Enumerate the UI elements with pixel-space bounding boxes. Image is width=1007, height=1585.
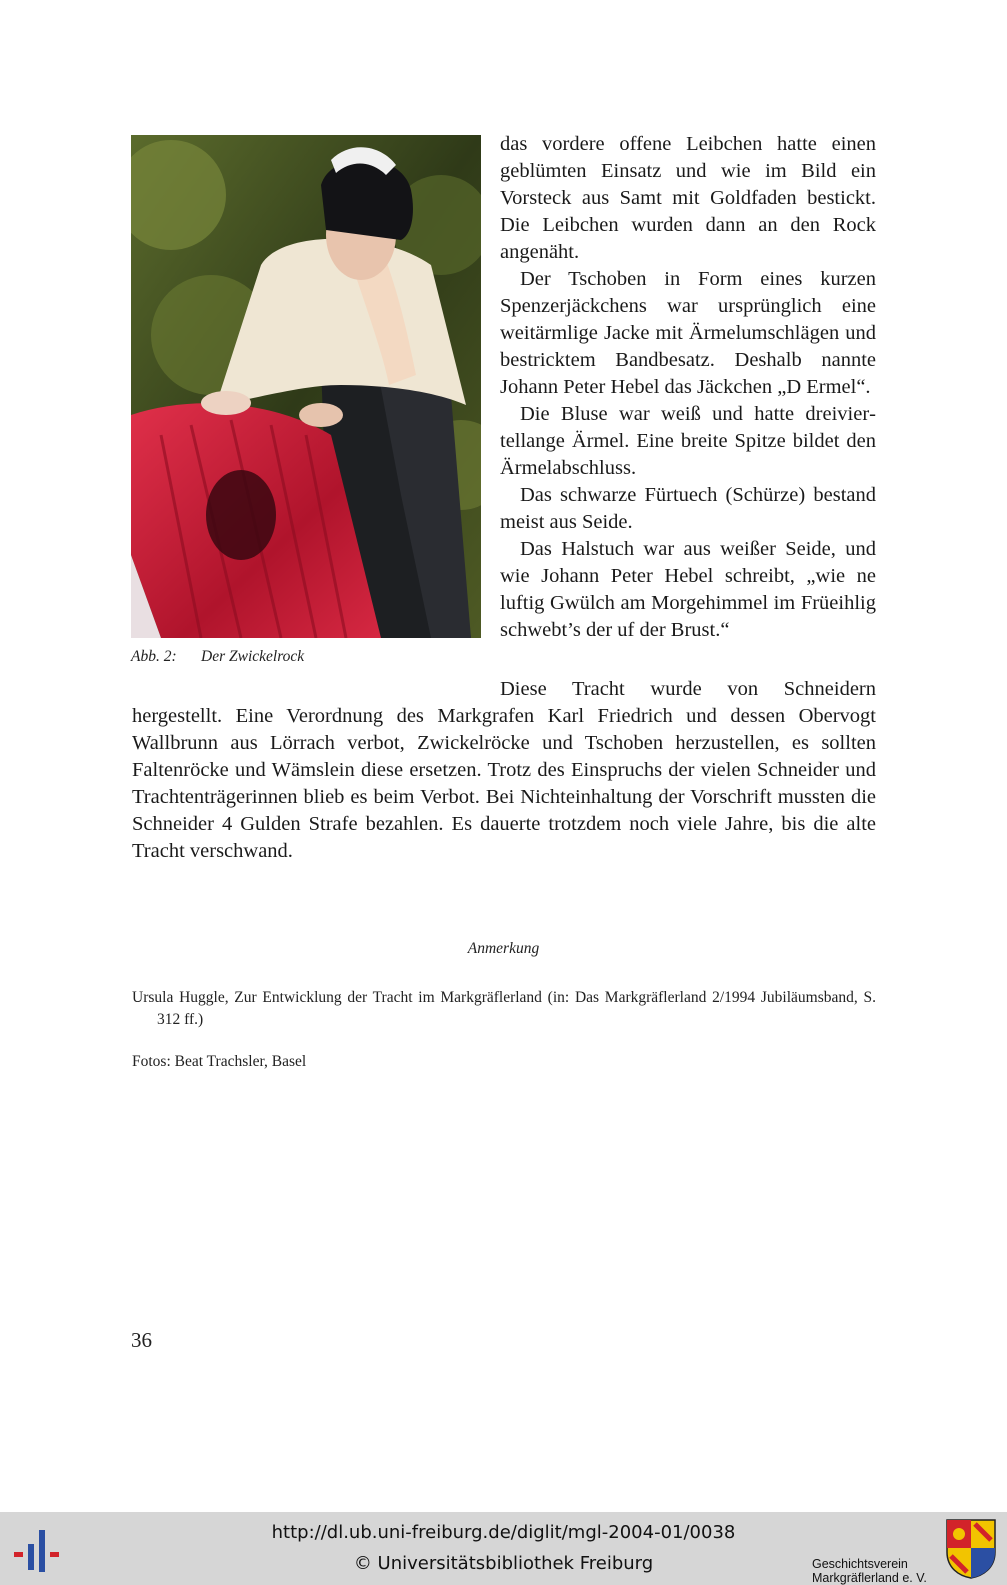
paragraph: Das Halstuch war aus weißer Seide, und wie Johann Peter Hebel schreibt, „wie ne luftig Gwülch am Morgehimmel im Früeihlig schwebt’s der uf der Brust.“ (500, 538, 876, 641)
paragraph-rest: hergestellt. Eine Verordnung des Markgrafen Karl Friedrich und dessen Obervogt Wallbrunn aus Lörrach verbot, Zwickelröcke und Tschoben herzustellen, es sollten Faltenröcke und Wämslein diese ersetzen. Trotz des Einspruchs der vielen Schneider und Trachtenträgerinnen blieb es beim Verbot. Bei Nichteinhaltung der Vorschrift mussten die Schneider 4 Gulden Strafe bezahlen. Es dauerte trotzdem noch viele Jahre, bis die alte Tracht verschwand. (132, 705, 876, 862)
photo-credit: Fotos: Beat Trachsler, Basel (132, 1053, 307, 1070)
paragraph: das vordere offene Leibchen hatte einen geblümten Einsatz und wie im Bild ein Vorsteck aus Samt mit Goldfaden bestickt. Die Leibchen wurden dann an den Rock angenäht. (500, 133, 876, 263)
full-width-paragraph (132, 676, 876, 865)
caption-number: Abb. 2: (131, 648, 177, 665)
caption-text: Der Zwickelrock (201, 648, 305, 665)
figure-caption (131, 648, 304, 666)
paragraph-lead: Diese Tracht wurde von Schneidern (500, 678, 876, 700)
paragraph: Der Tschoben in Form eines kurzen Spenzerjäckchens war ursprünglich eine weitärmlige Jacke mit Ärmelumschlägen und bestricktem Bandbesatz. Deshalb nannte Johann Peter Hebel das Jäckchen „D Ermel“. (500, 268, 876, 398)
footer-bar (0, 1512, 1007, 1585)
costume-photo-image (131, 135, 481, 638)
notes-heading: Anmerkung (467, 940, 540, 957)
reference-note: Ursula Huggle, Zur Entwicklung der Tracht im Markgräflerland (in: Das Markgräflerland 2/1994 Jubiläumsband, S. 312 ff.) (132, 989, 876, 1028)
coat-of-arms-icon (945, 1518, 997, 1580)
figure-photo (131, 135, 481, 638)
society-name (812, 1557, 927, 1585)
society-line-1: Geschichtsverein (812, 1557, 908, 1571)
paragraph: Das schwarze Fürtuech (Schürze) bestand meist aus Seide. (500, 484, 876, 533)
society-line-2: Markgräflerland e. V. (812, 1571, 927, 1585)
text-column (500, 131, 876, 644)
document-url[interactable]: http://dl.ub.uni-freiburg.de/diglit/mgl-2004-01/0038 (271, 1522, 736, 1543)
paragraph: Die Bluse war weiß und hatte dreiviertellange Ärmel. Eine breite Spitze bildet den Ärmelabschluss. (500, 403, 876, 479)
page-number: 36 (131, 1328, 152, 1352)
copyright-text: © Universitätsbibliothek Freiburg (353, 1553, 654, 1574)
